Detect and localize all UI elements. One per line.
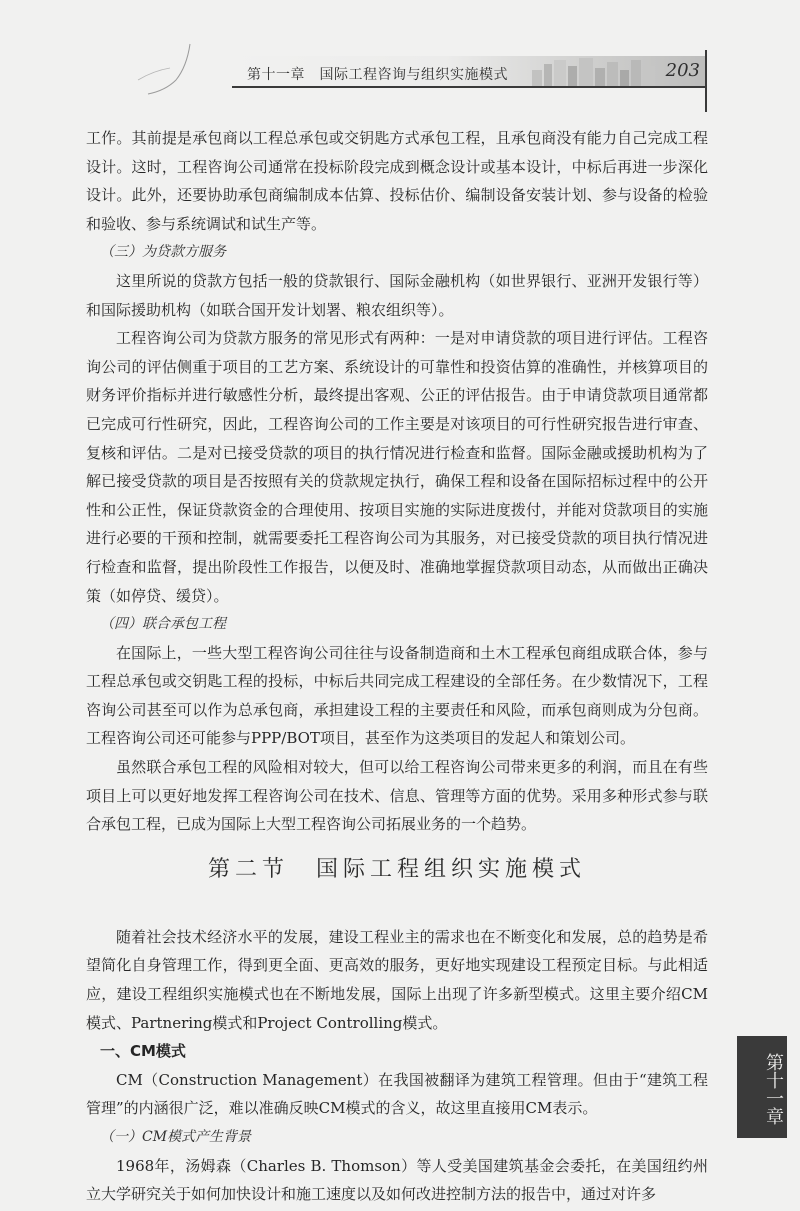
chapter-thumb-tab (737, 1036, 787, 1138)
page-header (232, 56, 706, 90)
section-spacer (86, 907, 708, 923)
paragraph: 随着社会技术经济水平的发展，建设工程业主的需求也在不断变化和发展，总的趋势是希望简化自身管理工作，得到更全面、更高效的服务，更好地实现建设工程预定目标。与此相适应，建设工程组织实施模式也在不断地发展，国际上出现了许多新型模式。这里主要介绍CM模式、Partnering模式和Project Controlling模式。 (86, 927, 708, 1032)
paragraph: 1968年，汤姆森（Charles B. Thomson）等人受美国建筑基金会委托，在美国纽约州立大学研究关于如何加快设计和施工速度以及如何改进控制方法的报告中，通过对许多 (86, 1156, 708, 1204)
paragraph: 虽然联合承包工程的风险相对较大，但可以给工程咨询公司带来更多的利润，而且在有些项目上可以更好地发挥工程咨询公司在技术、信息、管理等方面的优势。采用多种形式参与联合承包工程，已成为国际上大型工程咨询公司拓展业务的一个趋势。 (86, 758, 708, 834)
subheading-joint-contracting: （四）联合承包工程 (100, 616, 226, 633)
heading-cm-mode: 一、CM模式 (100, 1042, 186, 1061)
paragraph: 工作。其前提是承包商以工程总承包或交钥匙方式承包工程，且承包商没有能力自己完成工程设计。这时，工程咨询公司通常在投标阶段完成到概念设计或基本设计，中标后再进一步深化设计。此外，还要协助承包商编制成本估算、投标估价、编制设备安装计划、参与设备的检验和验收、参与系统调试和试生产等。 (86, 129, 708, 233)
header-vertical-rule (705, 50, 707, 112)
paragraph: 这里所说的贷款方包括一般的贷款银行、国际金融机构（如世界银行、亚洲开发银行等）和国际援助机构（如联合国开发计划署、粮农组织等）。 (86, 271, 708, 319)
page-number: 203 (665, 60, 700, 81)
section-title: 第二节 国际工程组织实施模式 (207, 856, 586, 882)
running-title: 第十一章 国际工程咨询与组织实施模式 (247, 67, 508, 83)
chapter-tab-label: 第十一章 (763, 1053, 784, 1125)
paragraph: 工程咨询公司为贷款方服务的常见形式有两种：一是对申请贷款的项目进行评估。工程咨询公司的评估侧重于项目的工艺方案、系统设计的可靠性和投资估算的准确性，并核算项目的财务评价指标并进行敏感性分析，最终提出客观、公正的评估报告。由于申请贷款项目通常都已完成可行性研究，因此，工程咨询公司的工作主要是对该项目的可行性研究报告进行审查、复核和评估。二是对已接受贷款的项目的执行情况进行检查和监督。国际金融或援助机构为了解已接受贷款的项目是否按照有关的贷款规定执行，确保工程和设备在国际招标过程中的公开性和公正性，保证贷款资金的合理使用、按项目实施的实际进度拨付，并能对贷款项目的实施进行必要的干预和控制，就需要委托工程咨询公司为其服务，对已接受贷款的项目执行情况进行检查和监督，提出阶段性工作报告，以便及时、准确地掌握贷款项目动态，从而做出正确决策（如停贷、缓贷）。 (86, 329, 708, 605)
header-rule (232, 86, 706, 88)
page-body (86, 124, 708, 1209)
paragraph: 在国际上，一些大型工程咨询公司往往与设备制造商和土木工程承包商组成联合体，参与工程总承包或交钥匙工程的投标，中标后共同完成工程建设的全部任务。在少数情况下，工程咨询公司甚至可以作为总承包商，承担建设工程的主要责任和风险，而承包商则成为分包商。工程咨询公司还可能参与PPP/BOT项目，甚至作为这类项目的发起人和策划公司。 (86, 643, 708, 748)
subheading-lender-services: （三）为贷款方服务 (100, 244, 226, 261)
pencil-mark (118, 40, 198, 100)
paragraph: CM（Construction Management）在我国被翻译为建筑工程管理。但由于“建筑工程管理”的内涵很广泛，难以准确反映CM模式的含义，故这里直接用CM表示。 (86, 1070, 708, 1118)
subheading-cm-background: （一）CM模式产生背景 (100, 1129, 252, 1145)
